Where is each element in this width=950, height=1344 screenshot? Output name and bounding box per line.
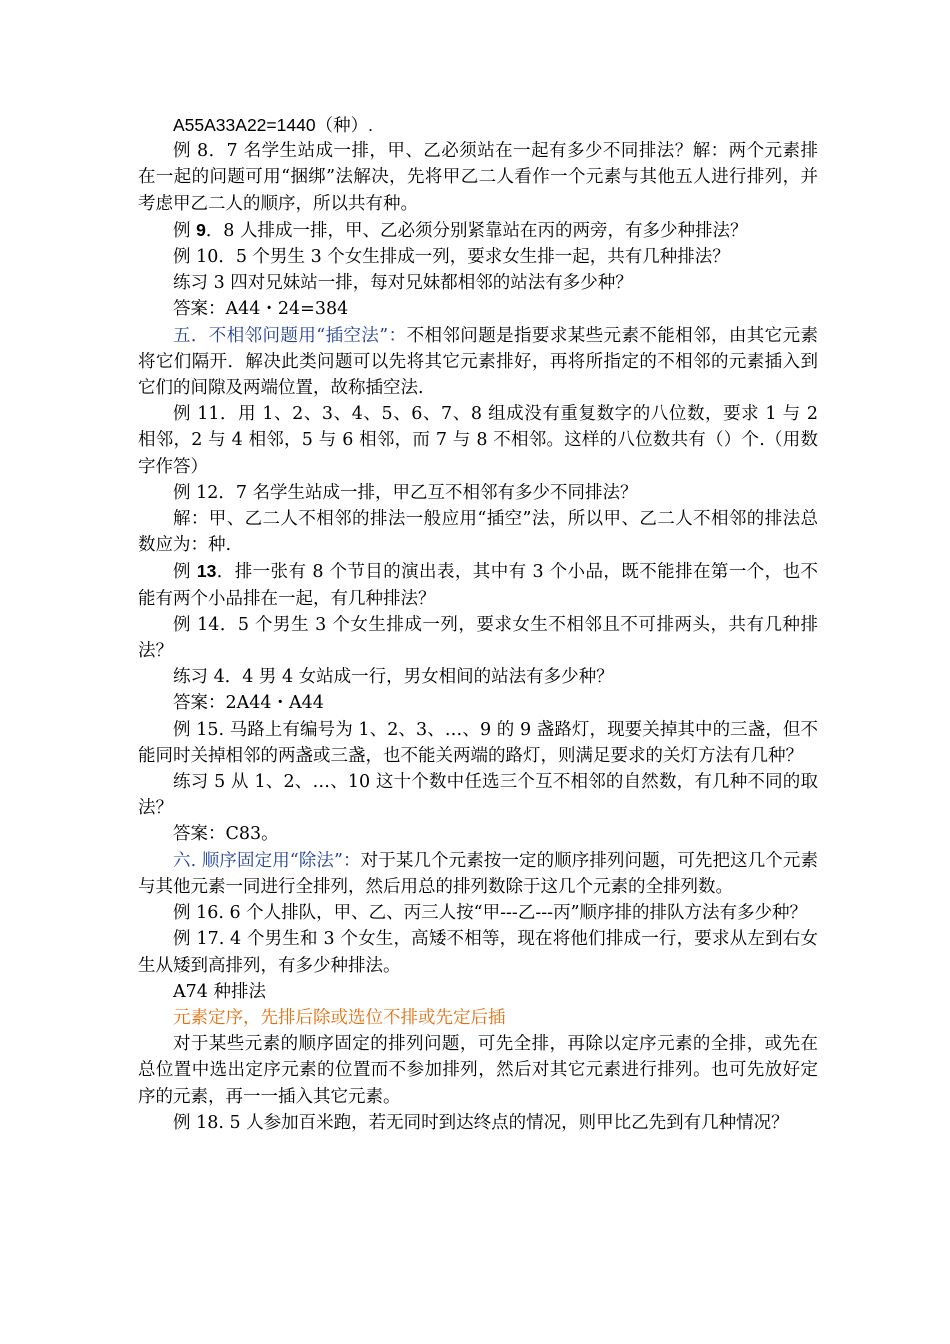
- example-13: [138, 558, 818, 611]
- answer-5: 答案：C83。: [173, 824, 279, 845]
- example-12: 例 12．7 名学生站成一排，甲乙互不相邻有多少不同排法？: [173, 482, 638, 503]
- section-6: [138, 848, 818, 900]
- formula-line: A55A33A22=1440（种）.: [173, 115, 373, 135]
- example-9: [138, 217, 818, 244]
- answer-3: 答案：A44・24=384: [173, 299, 349, 320]
- practice-5: 练习 5 从 1、2、…、10 这十个数中任选三个互不相邻的自然数，有几种不同的取法？: [138, 772, 818, 819]
- practice-4: 练习 4．4 男 4 女站成一行，男女相间的站法有多少种？: [173, 667, 614, 688]
- example-17: 例 17. 4 个男生和 3 个女生，高矮不相等，现在将他们排成一行，要求从左到右女生从矮到高排列，有多少种排法。: [138, 929, 818, 976]
- fixed-order-paragraph: 对于某些元素的顺序固定的排列问题，可先全排，再除以定序元素的全排，或先在总位置中选出定序元素的位置而不参加排列，然后对其它元素进行排列。也可先放好定序的元素，再一一插入其它元素。: [138, 1034, 818, 1107]
- section-6-title: 六. 顺序固定用“除法”：: [173, 850, 361, 871]
- example-18: 例 18. 5 人参加百米跑，若无同时到达终点的情况，则甲比乙先到有几种情况？: [173, 1112, 789, 1133]
- example-14: 例 14．5 个男生 3 个女生排成一列，要求女生不相邻且不可排两头，共有几种排法？: [138, 614, 818, 662]
- section-5: [138, 323, 818, 402]
- example-13-text: ．排一张有 8 个节目的演出表，其中有 3 个小品，既不能排在第一个，也不能有两个小品排在一起，有几种排法？: [138, 562, 818, 609]
- a74-line: A74 种排法: [173, 981, 266, 1002]
- example-13-label: 例: [173, 562, 197, 583]
- example-10: 例 10．5 个男生 3 个女生排成一列，要求女生排一起，共有几种排法？: [173, 247, 730, 268]
- solution-12: 解：甲、乙二人不相邻的排法一般应用“插空”法，所以甲、乙二人不相邻的排法总数应为：种.: [138, 509, 818, 556]
- section-5-text: 不相邻问题是指要求某些元素不能相邻，由其它元素将它们隔开．解决此类问题可以先将其它元素排好，再将所指定的不相邻的元素插入到它们的间隙及两端位置，故称插空法.: [138, 325, 818, 399]
- orange-heading: 元素定序，先排后除或选位不排或先定后插: [173, 1007, 506, 1028]
- document-page: [138, 112, 818, 1136]
- example-9-label: 例: [173, 220, 197, 241]
- section-6-text: 对于某几个元素按一定的顺序排列问题，可先把这几个元素与其他元素一同进行全排列，然后用总的排列数除于这几个元素的全排列数。: [138, 850, 818, 897]
- section-5-title: 五．不相邻问题用“插空法”：: [173, 325, 407, 346]
- example-13-number: 13: [196, 561, 217, 582]
- practice-3: 练习 3 四对兄妹站一排，每对兄妹都相邻的站法有多少种？: [173, 273, 633, 294]
- example-15: 例 15. 马路上有编号为 1、2、3、…、9 的 9 盏路灯，现要关掉其中的三盏，但不能同时关掉相邻的两盏或三盏，也不能关两端的路灯，则满足要求的关灯方法有几种？: [138, 719, 818, 766]
- example-9-number: 9: [196, 219, 206, 240]
- answer-4: 答案：2A44・A44: [173, 693, 324, 714]
- example-16: 例 16. 6 个人排队，甲、乙、丙三人按“甲---乙---丙”顺序排的排队方法有多少种？: [173, 903, 808, 924]
- example-9-text: ．8 人排成一排，甲、乙必须分别紧靠站在丙的两旁，有多少种排法？: [205, 220, 748, 241]
- example-8: 例 8．7 名学生站成一排，甲、乙必须站在一起有多少不同排法？解：两个元素排在一起的问题可用“捆绑”法解决，先将甲乙二人看作一个元素与其他五人进行排列，并考虑甲乙二人的顺序，所以共有种。: [138, 141, 818, 214]
- example-11: 例 11．用 1、2、3、4、5、6、7、8 组成没有重复数字的八位数，要求 1 与 2 相邻，2 与 4 相邻，5 与 6 相邻，而 7 与 8 不相邻。这样的八位数共有（）个.（用数字作答）: [138, 404, 818, 477]
